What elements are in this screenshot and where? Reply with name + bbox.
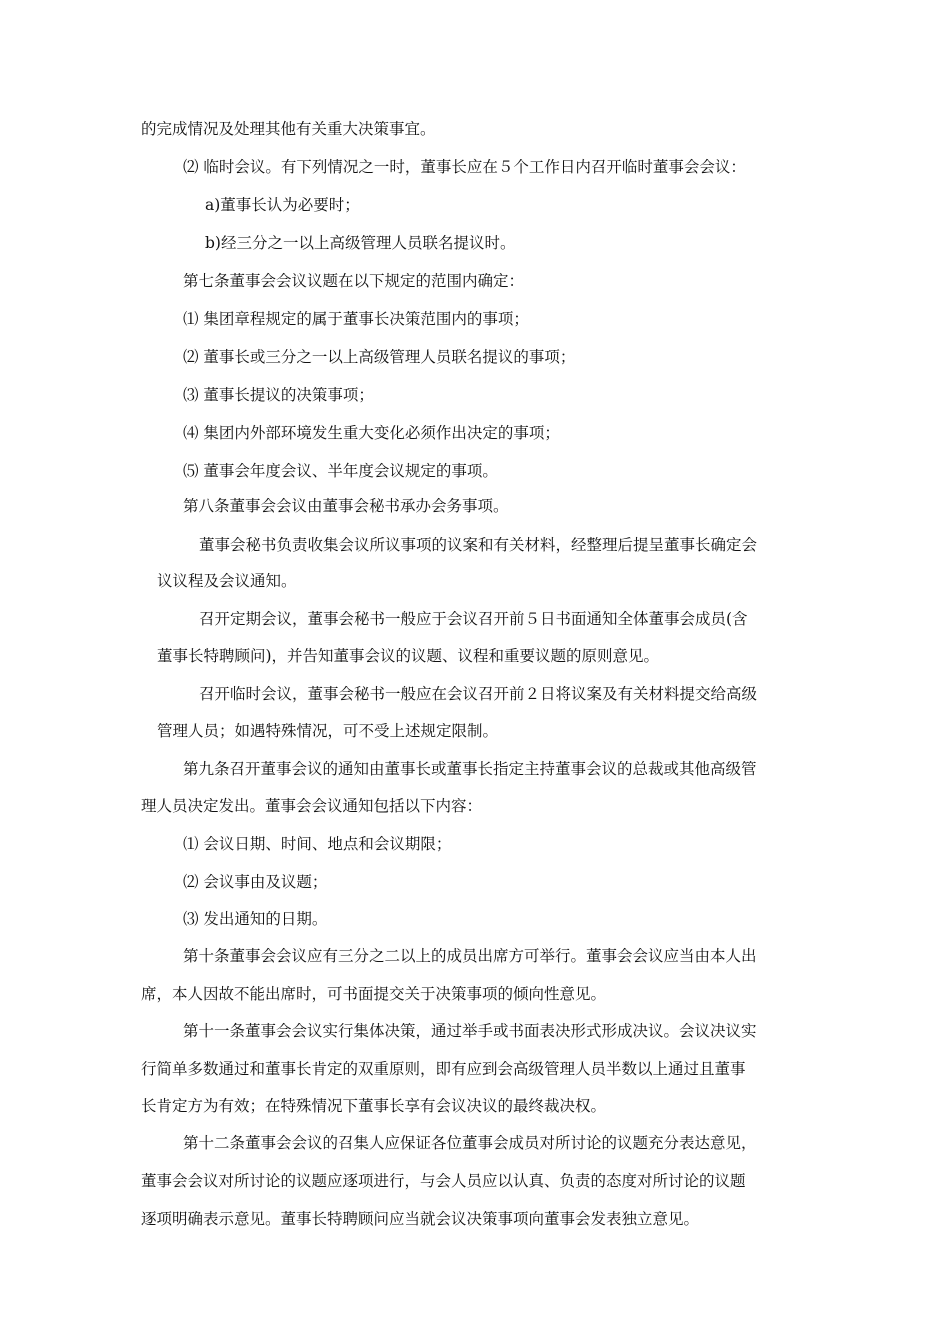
text-line: a)董事长认为必要时；: [205, 196, 360, 214]
text-line: 第十二条董事会会议的召集人应保证各位董事会成员对所讨论的议题充分表达意见，: [183, 1134, 757, 1152]
text-line: 董事会会议对所讨论的议题应逐项进行，与会人员应以认真、负责的态度对所讨论的议题: [141, 1172, 746, 1190]
text-line: 召开定期会议，董事会秘书一般应于会议召开前５日书面通知全体董事会成员(含: [199, 610, 748, 628]
text-line: ⑶ 发出通知的日期。: [183, 910, 328, 928]
text-line: ⑶ 董事长提议的决策事项；: [183, 386, 374, 404]
text-line: 逐项明确表示意见。董事长特聘顾问应当就会议决策事项向董事会发表独立意见。: [141, 1210, 700, 1228]
text-line: 第八条董事会会议由董事会秘书承办会务事项。: [183, 497, 509, 515]
text-line: 第九条召开董事会议的通知由董事长或董事长指定主持董事会议的总裁或其他高级管: [183, 760, 757, 778]
text-line: 行简单多数通过和董事长肯定的双重原则，即有应到会高级管理人员半数以上通过且董事: [141, 1060, 746, 1078]
text-line: ⑴ 会议日期、时间、地点和会议期限；: [183, 835, 452, 853]
text-line: 董事会秘书负责收集会议所议事项的议案和有关材料，经整理后提呈董事长确定会: [199, 536, 758, 554]
text-line: 议议程及会议通知。: [157, 572, 297, 590]
text-line: 第十条董事会会议应有三分之二以上的成员出席方可举行。董事会会议应当由本人出: [183, 947, 757, 965]
text-line: ⑷ 集团内外部环境发生重大变化必须作出决定的事项；: [183, 424, 560, 442]
text-line: 召开临时会议，董事会秘书一般应在会议召开前２日将议案及有关材料提交给高级: [199, 685, 758, 703]
text-line: 第十一条董事会会议实行集体决策，通过举手或书面表决形式形成决议。会议决议实: [183, 1022, 757, 1040]
text-line: ⑸ 董事会年度会议、半年度会议规定的事项。: [183, 462, 498, 480]
text-line: 的完成情况及处理其他有关重大决策事宜。: [141, 120, 436, 138]
text-line: 理人员决定发出。董事会会议通知包括以下内容：: [141, 797, 483, 815]
text-line: 董事长特聘顾问)，并告知董事会议的议题、议程和重要议题的原则意见。: [157, 647, 660, 665]
text-line: ⑵ 临时会议。有下列情况之一时，董事长应在５个工作日内召开临时董事会会议：: [183, 158, 746, 176]
text-line: 长肯定方为有效；在特殊情况下董事长享有会议决议的最终裁决权。: [141, 1097, 607, 1115]
text-line: b)经三分之一以上高级管理人员联名提议时。: [205, 234, 516, 252]
text-line: 第七条董事会会议议题在以下规定的范围内确定：: [183, 272, 525, 290]
text-line: 席，本人因故不能出席时，可书面提交关于决策事项的倾向性意见。: [141, 985, 607, 1003]
text-line: ⑵ 董事长或三分之一以上高级管理人员联名提议的事项；: [183, 348, 576, 366]
text-line: ⑵ 会议事由及议题；: [183, 873, 328, 891]
text-line: ⑴ 集团章程规定的属于董事长决策范围内的事项；: [183, 310, 529, 328]
text-line: 管理人员；如遇特殊情况，可不受上述规定限制。: [157, 722, 499, 740]
